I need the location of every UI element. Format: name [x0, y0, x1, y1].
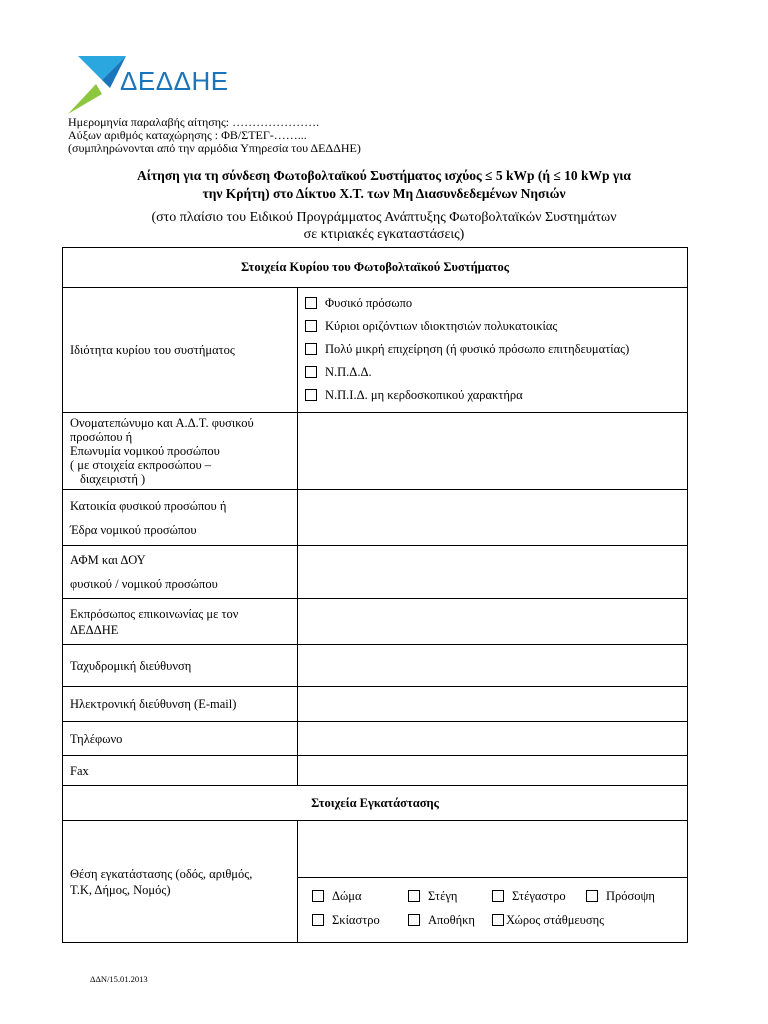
document-code: ΔΔΝ/15.01.2013: [90, 974, 148, 984]
fax-field[interactable]: [298, 756, 688, 786]
owner-name-field[interactable]: [298, 413, 688, 490]
checkbox[interactable]: [305, 366, 317, 378]
installation-location-cell: [298, 821, 688, 943]
checkbox[interactable]: [305, 297, 317, 309]
contact-person-label: Εκπρόσωπος επικοινωνίας με τον ΔΕΔΔΗΕ: [63, 599, 298, 645]
option-roof-terrace[interactable]: Δώμα: [312, 884, 408, 908]
email-field[interactable]: [298, 687, 688, 722]
tax-id-label: ΑΦΜ και ΔΟΥ φυσικού / νομικού προσώπου: [63, 546, 298, 599]
option-public-entity[interactable]: Ν.Π.Δ.Δ.: [305, 361, 680, 384]
form-title-line1: Αίτηση για τη σύνδεση Φωτοβολταϊκού Συστήματος ισχύος ≤ 5 kWp (ή ≤ 10 kWp για: [137, 168, 631, 183]
owner-residence-field[interactable]: [298, 490, 688, 546]
postal-address-label: Ταχυδρομική διεύθυνση: [63, 645, 298, 687]
installation-section-heading: Στοιχεία Εγκατάστασης: [63, 786, 688, 821]
option-parking[interactable]: Χώρος στάθμευσης: [492, 908, 642, 932]
installation-address-field[interactable]: [298, 825, 687, 878]
installation-location-label: Θέση εγκατάστασης (οδός, αριθμός, Τ.Κ, Δήμος, Νομός): [63, 821, 298, 943]
option-apartment-owners[interactable]: Κύριοι οριζόντιων ιδιοκτησιών πολυκατοικίας: [305, 315, 680, 338]
brand-name: ΔΕΔΔΗΕ: [120, 66, 229, 96]
checkbox[interactable]: [492, 914, 504, 926]
checkbox[interactable]: [408, 890, 420, 902]
checkbox[interactable]: [586, 890, 598, 902]
postal-address-field[interactable]: [298, 645, 688, 687]
checkbox[interactable]: [305, 343, 317, 355]
application-form-table: [62, 247, 688, 943]
office-use-note: (συμπληρώνονται από την αρμόδια Υπηρεσία του ΔΕΔΔΗΕ): [68, 141, 361, 155]
form-subtitle-line1: (στο πλαίσιο του Ειδικού Προγράμματος Ανάπτυξης Φωτοβολταϊκών Συστημάτων: [151, 210, 617, 225]
owner-capacity-options: [298, 288, 688, 413]
email-label: Ηλεκτρονική διεύθυνση (E-mail): [63, 687, 298, 722]
checkbox[interactable]: [312, 890, 324, 902]
owner-section-heading: Στοιχεία Κυρίου του Φωτοβολταϊκού Συστήματος: [63, 248, 688, 288]
checkbox[interactable]: [305, 320, 317, 332]
fax-label: Fax: [63, 756, 298, 786]
form-subtitle-line2: σε κτιριακές εγκαταστάσεις): [303, 227, 465, 242]
tax-id-field[interactable]: [298, 546, 688, 599]
form-title-line2: την Κρήτη) στο Δίκτυο Χ.Τ. των Μη Διασυνδεδεμένων Νησιών: [202, 186, 566, 201]
checkbox[interactable]: [305, 389, 317, 401]
installation-type-options: [298, 878, 687, 938]
owner-capacity-label: Ιδιότητα κυρίου του συστήματος: [63, 288, 298, 413]
option-sunshade[interactable]: Σκίαστρο: [312, 908, 408, 932]
contact-person-field[interactable]: [298, 599, 688, 645]
option-micro-business[interactable]: Πολύ μικρή επιχείρηση (ή φυσικό πρόσωπο επιτηδευματίας): [305, 338, 680, 361]
option-nonprofit[interactable]: Ν.Π.Ι.Δ. μη κερδοσκοπικού χαρακτήρα: [305, 384, 680, 407]
phone-field[interactable]: [298, 722, 688, 756]
option-storage[interactable]: Αποθήκη: [408, 908, 492, 932]
owner-name-label: Ονοματεπώνυμο και Α.Δ.Τ. φυσικού προσώπου ή Επωνυμία νομικού προσώπου ( με στοιχεία εκπροσώπου – διαχειριστή ): [63, 413, 298, 490]
checkbox[interactable]: [408, 914, 420, 926]
checkbox[interactable]: [492, 890, 504, 902]
phone-label: Τηλέφωνο: [63, 722, 298, 756]
checkbox[interactable]: [312, 914, 324, 926]
receipt-date: Ημερομηνία παραλαβής αίτησης: ………………….: [68, 115, 320, 129]
option-facade[interactable]: Πρόσοψη: [586, 884, 666, 908]
option-natural-person[interactable]: Φυσικό πρόσωπο: [305, 292, 680, 315]
owner-residence-label: Κατοικία φυσικού προσώπου ή Έδρα νομικού προσώπου: [63, 490, 298, 546]
option-roof[interactable]: Στέγη: [408, 884, 492, 908]
registration-number: Αύξων αριθμός καταχώρησης : ΦΒ/ΣΤΕΓ-……...: [68, 128, 307, 142]
option-canopy[interactable]: Στέγαστρο: [492, 884, 586, 908]
